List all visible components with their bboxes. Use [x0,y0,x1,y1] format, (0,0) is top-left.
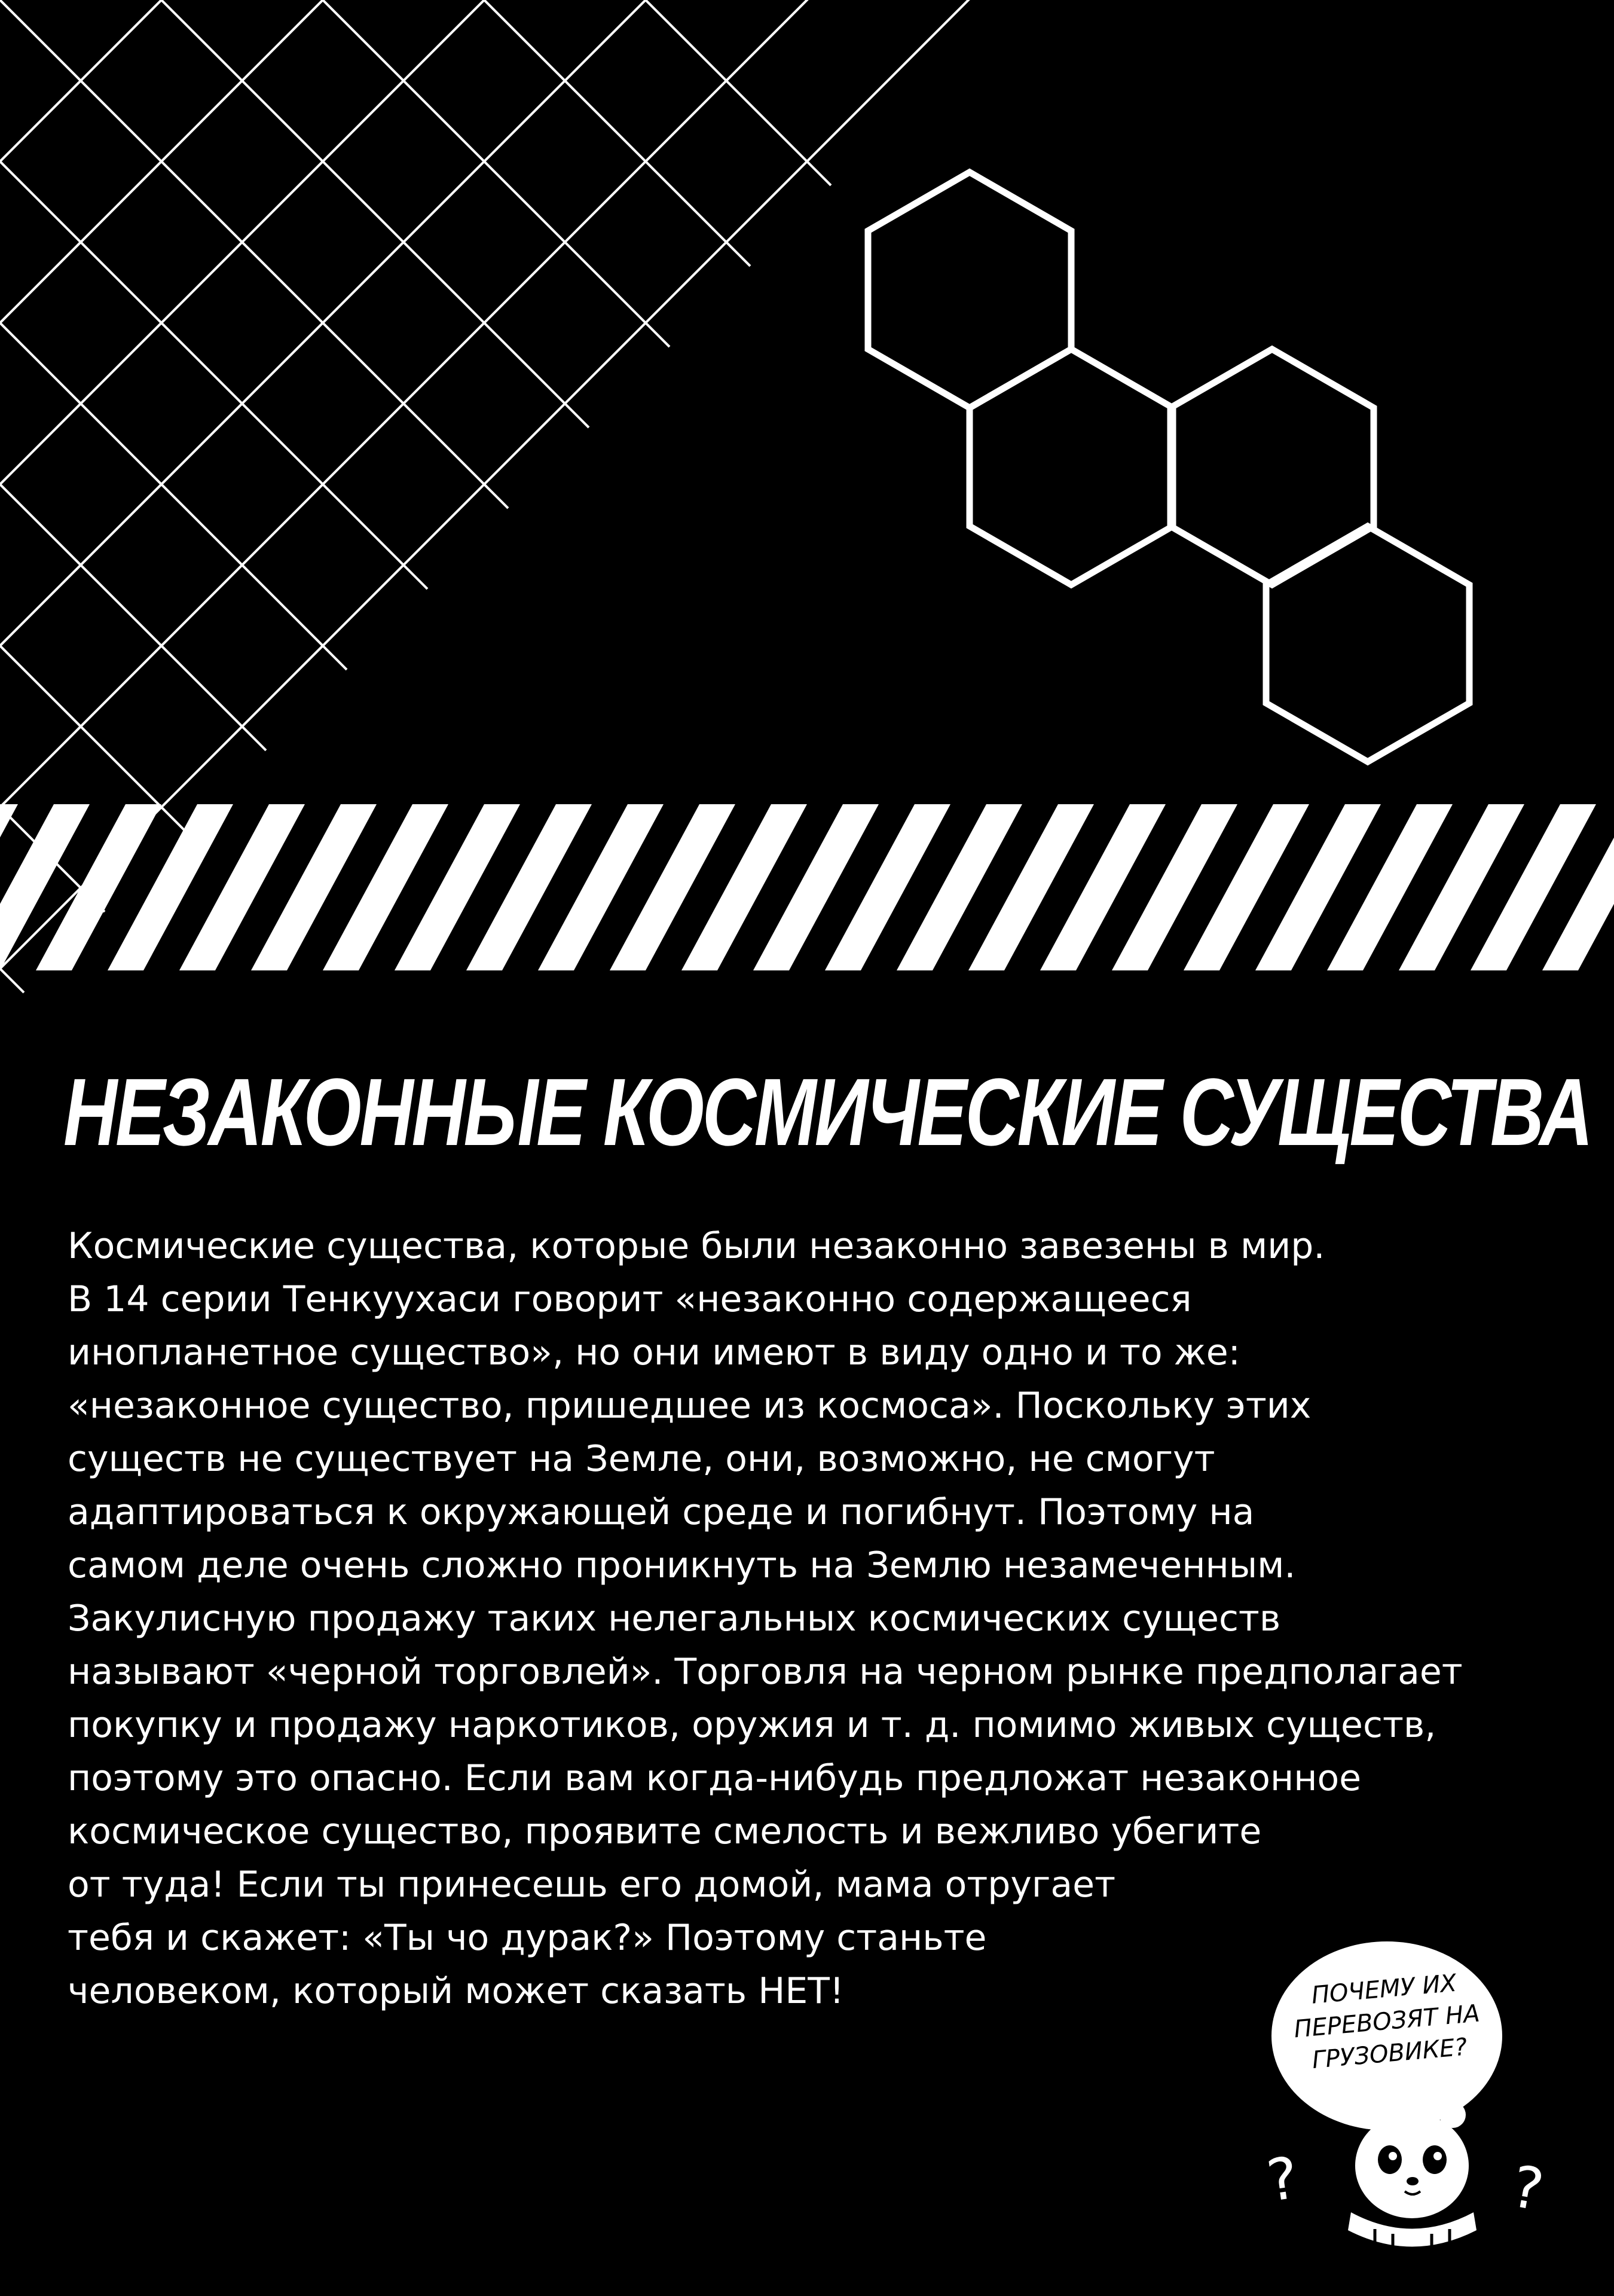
speech-bubble-line: ПОЧЕМУ ИХ [1310,1969,1458,2010]
body-line: «незаконное существо, пришедшее из космоса». Поскольку этих [68,1385,1312,1427]
speech-bubble-line: ГРУЗОВИКЕ? [1311,2033,1469,2075]
body-line: космическое существо, проявите смелость и вежливо убегите [68,1810,1262,1852]
hexagon-cluster-outline [868,172,1469,762]
page-title: НЕЗАКОННЫЕ КОСМИЧЕСКИЕ СУЩЕСТВА [63,1058,1592,1165]
body-line: тебя и скажет: «Ты чо дурак?» Поэтому станьте [68,1917,987,1959]
speech-bubble-text [1282,1964,1493,2078]
hazard-stripes [0,804,1614,970]
body-line: В 14 серии Тенкуухаси говорит «незаконно содержащееся [68,1278,1192,1320]
panda-mascot-icon [1348,2102,1477,2253]
body-line: Космические существа, которые были незаконно завезены в мир. [68,1225,1325,1267]
body-line: самом деле очень сложно проникнуть на Землю незамеченным. [68,1544,1296,1586]
body-line: существ не существует на Земле, они, возможно, не смогут [68,1438,1215,1480]
body-line: покупку и продажу наркотиков, оружия и т. д. помимо живых существ, [68,1704,1436,1746]
question-mark-left: ? [1263,2144,1303,2215]
question-mark-right: ? [1506,2152,1549,2224]
body-line: человеком, который может сказать НЕТ! [68,1970,844,2012]
body-line: от туда! Если ты принесешь его домой, мама отругает [68,1864,1116,1906]
body-line: называют «черной торговлей». Торговля на черном рынке предполагает [68,1651,1463,1693]
body-line: поэтому это опасно. Если вам когда-нибудь предложат незаконное [68,1757,1362,1799]
body-text [68,1220,1574,2018]
body-line: адаптироваться к окружающей среде и погибнут. Поэтому на [68,1491,1255,1533]
body-line: инопланетное существо», но они имеют в виду одно и то же: [68,1332,1240,1373]
speech-bubble-line: ПЕРЕВОЗЯТ НА [1292,1999,1481,2044]
body-line: Закулисную продажу таких нелегальных космических существ [68,1598,1281,1639]
